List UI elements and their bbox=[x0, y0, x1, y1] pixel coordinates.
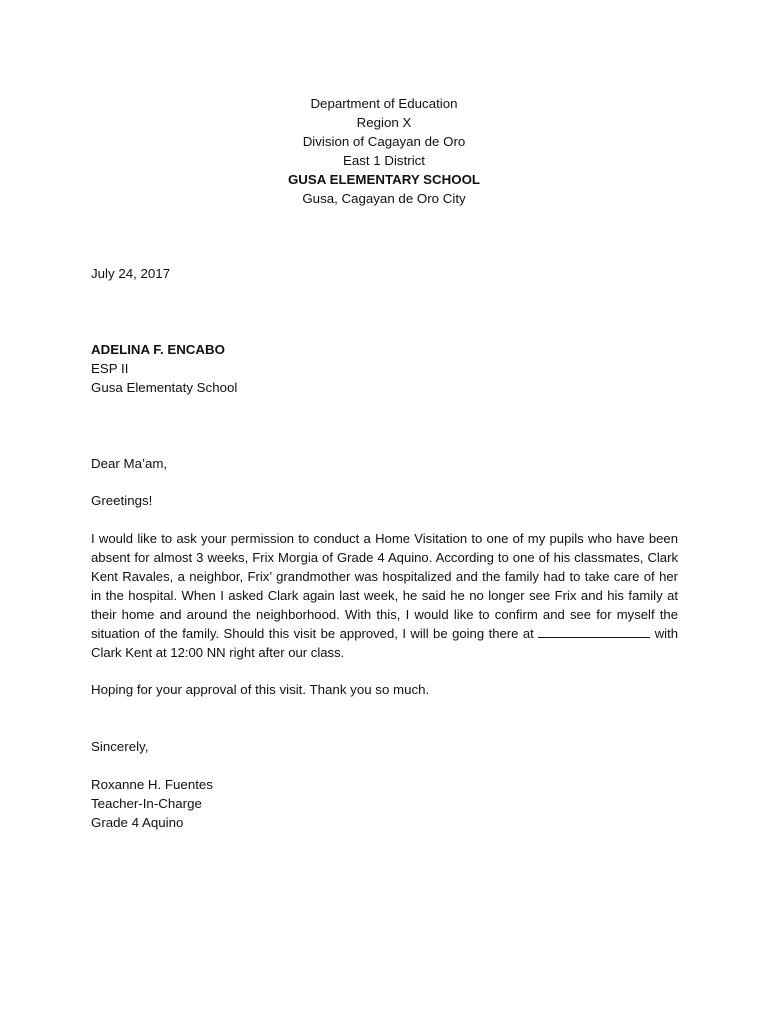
closing-paragraph bbox=[91, 680, 678, 699]
letterhead bbox=[0, 94, 768, 208]
sign-off bbox=[91, 737, 678, 756]
letterhead-region: Region X bbox=[356, 115, 412, 130]
letterhead-division: Division of Cagayan de Oro bbox=[302, 134, 466, 149]
greeting-text: Greetings! bbox=[91, 493, 153, 508]
salutation-text: Dear Ma’am, bbox=[91, 456, 168, 471]
closing-text: Hoping for your approval of this visit. Thank you so much. bbox=[91, 682, 430, 697]
signature-title: Teacher-In-Charge bbox=[91, 796, 202, 811]
letterhead-department: Department of Education bbox=[310, 96, 458, 111]
recipient-name: ADELINA F. ENCABO bbox=[91, 342, 225, 357]
letter-date bbox=[91, 264, 678, 283]
date-text: July 24, 2017 bbox=[91, 266, 171, 281]
date-blank-line bbox=[538, 625, 650, 638]
sign-off-text: Sincerely, bbox=[91, 739, 149, 754]
body-paragraph bbox=[91, 529, 678, 662]
body-text-after-blank: with Clark Kent at 12:00 NN right after our class. bbox=[91, 626, 679, 660]
recipient-block bbox=[91, 340, 678, 397]
recipient-position: ESP II bbox=[91, 361, 129, 376]
body-text-before-blank: I would like to ask your permission to conduct a Home Visitation to one of my pupils who have been absent for almost 3 weeks, Frix Morgia of Grade 4 Aquino. According to one of his classmates, Clark Kent Ravales, a neighbor, Frix’ grandmother was hospitalized and the family had to take care of her in the hospital. When I asked Clark again last week, he said he no longer see Frix and his family at their home and around the neighborhood. With this, I would like to confirm and see for myself the situation of the family. Should this visit be approved, I will be going there at bbox=[91, 531, 678, 641]
recipient-school: Gusa Elementaty School bbox=[91, 380, 238, 395]
letterhead-address: Gusa, Cagayan de Oro City bbox=[302, 191, 466, 206]
letterhead-district: East 1 District bbox=[342, 153, 425, 168]
signature-name: Roxanne H. Fuentes bbox=[91, 777, 213, 792]
salutation bbox=[91, 454, 678, 473]
greeting bbox=[91, 491, 678, 510]
signature-class: Grade 4 Aquino bbox=[91, 815, 184, 830]
signature-block bbox=[91, 775, 678, 832]
letterhead-school-name: GUSA ELEMENTARY SCHOOL bbox=[287, 172, 481, 187]
